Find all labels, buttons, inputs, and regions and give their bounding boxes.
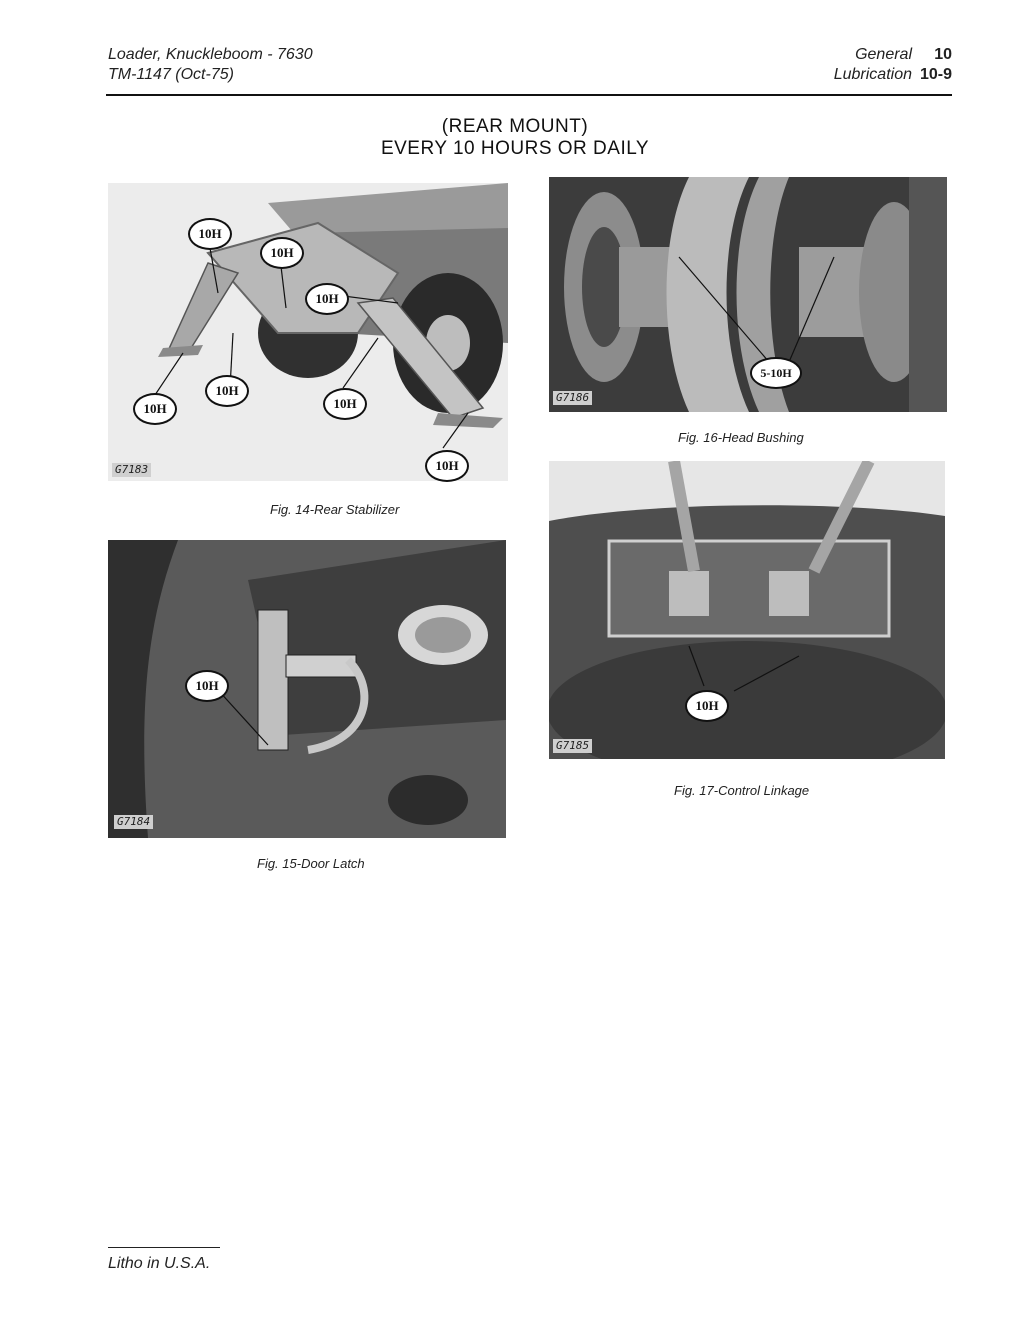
- header-subsection-label: Lubrication: [833, 66, 912, 83]
- photo-code-g7184: G7184: [114, 815, 153, 829]
- photo-code-g7186: G7186: [553, 391, 592, 405]
- lube-marker-door-latch: 10H: [185, 670, 229, 702]
- document-header-left: [108, 45, 313, 85]
- caption-fig-15: Fig. 15-Door Latch: [257, 856, 365, 871]
- lube-points-overlay-fig15: [108, 540, 506, 838]
- lube-marker-2: 10H: [260, 237, 304, 269]
- photo-code-g7183: G7183: [112, 463, 151, 477]
- document-header-right: [834, 45, 952, 85]
- caption-fig-14: Fig. 14-Rear Stabilizer: [270, 502, 400, 517]
- lube-marker-6: 10H: [323, 388, 367, 420]
- lube-marker-1: 10H: [188, 218, 232, 250]
- lube-marker-5: 10H: [205, 375, 249, 407]
- heading-line-2: EVERY 10 HOURS OR DAILY: [380, 138, 650, 159]
- header-manual-number: TM-1147 (Oct-75): [108, 66, 234, 83]
- lube-points-overlay-fig16: [549, 177, 947, 412]
- lube-marker-head-bushing: 5-10H: [750, 357, 802, 389]
- lube-marker-7: 10H: [425, 450, 469, 482]
- section-heading: [300, 116, 730, 160]
- heading-line-1: (REAR MOUNT): [441, 116, 589, 137]
- lube-marker-control-linkage: 10H: [685, 690, 729, 722]
- header-page-number: 10-9: [919, 66, 952, 83]
- header-title: Loader, Knuckleboom - 7630: [108, 46, 313, 63]
- lube-points-overlay-fig17: [549, 461, 945, 759]
- lube-points-overlay-fig14: [108, 183, 508, 483]
- header-rule: [106, 94, 952, 96]
- lube-marker-3: 10H: [305, 283, 349, 315]
- footer-rule: [108, 1247, 220, 1248]
- caption-fig-16: Fig. 16-Head Bushing: [678, 430, 804, 445]
- caption-fig-17: Fig. 17-Control Linkage: [674, 783, 810, 798]
- header-section-label: General: [855, 46, 912, 63]
- footer-text: Litho in U.S.A.: [108, 1255, 211, 1272]
- photo-code-g7185: G7185: [553, 739, 592, 753]
- lube-marker-4: 10H: [133, 393, 177, 425]
- header-section-number: 10: [934, 46, 952, 63]
